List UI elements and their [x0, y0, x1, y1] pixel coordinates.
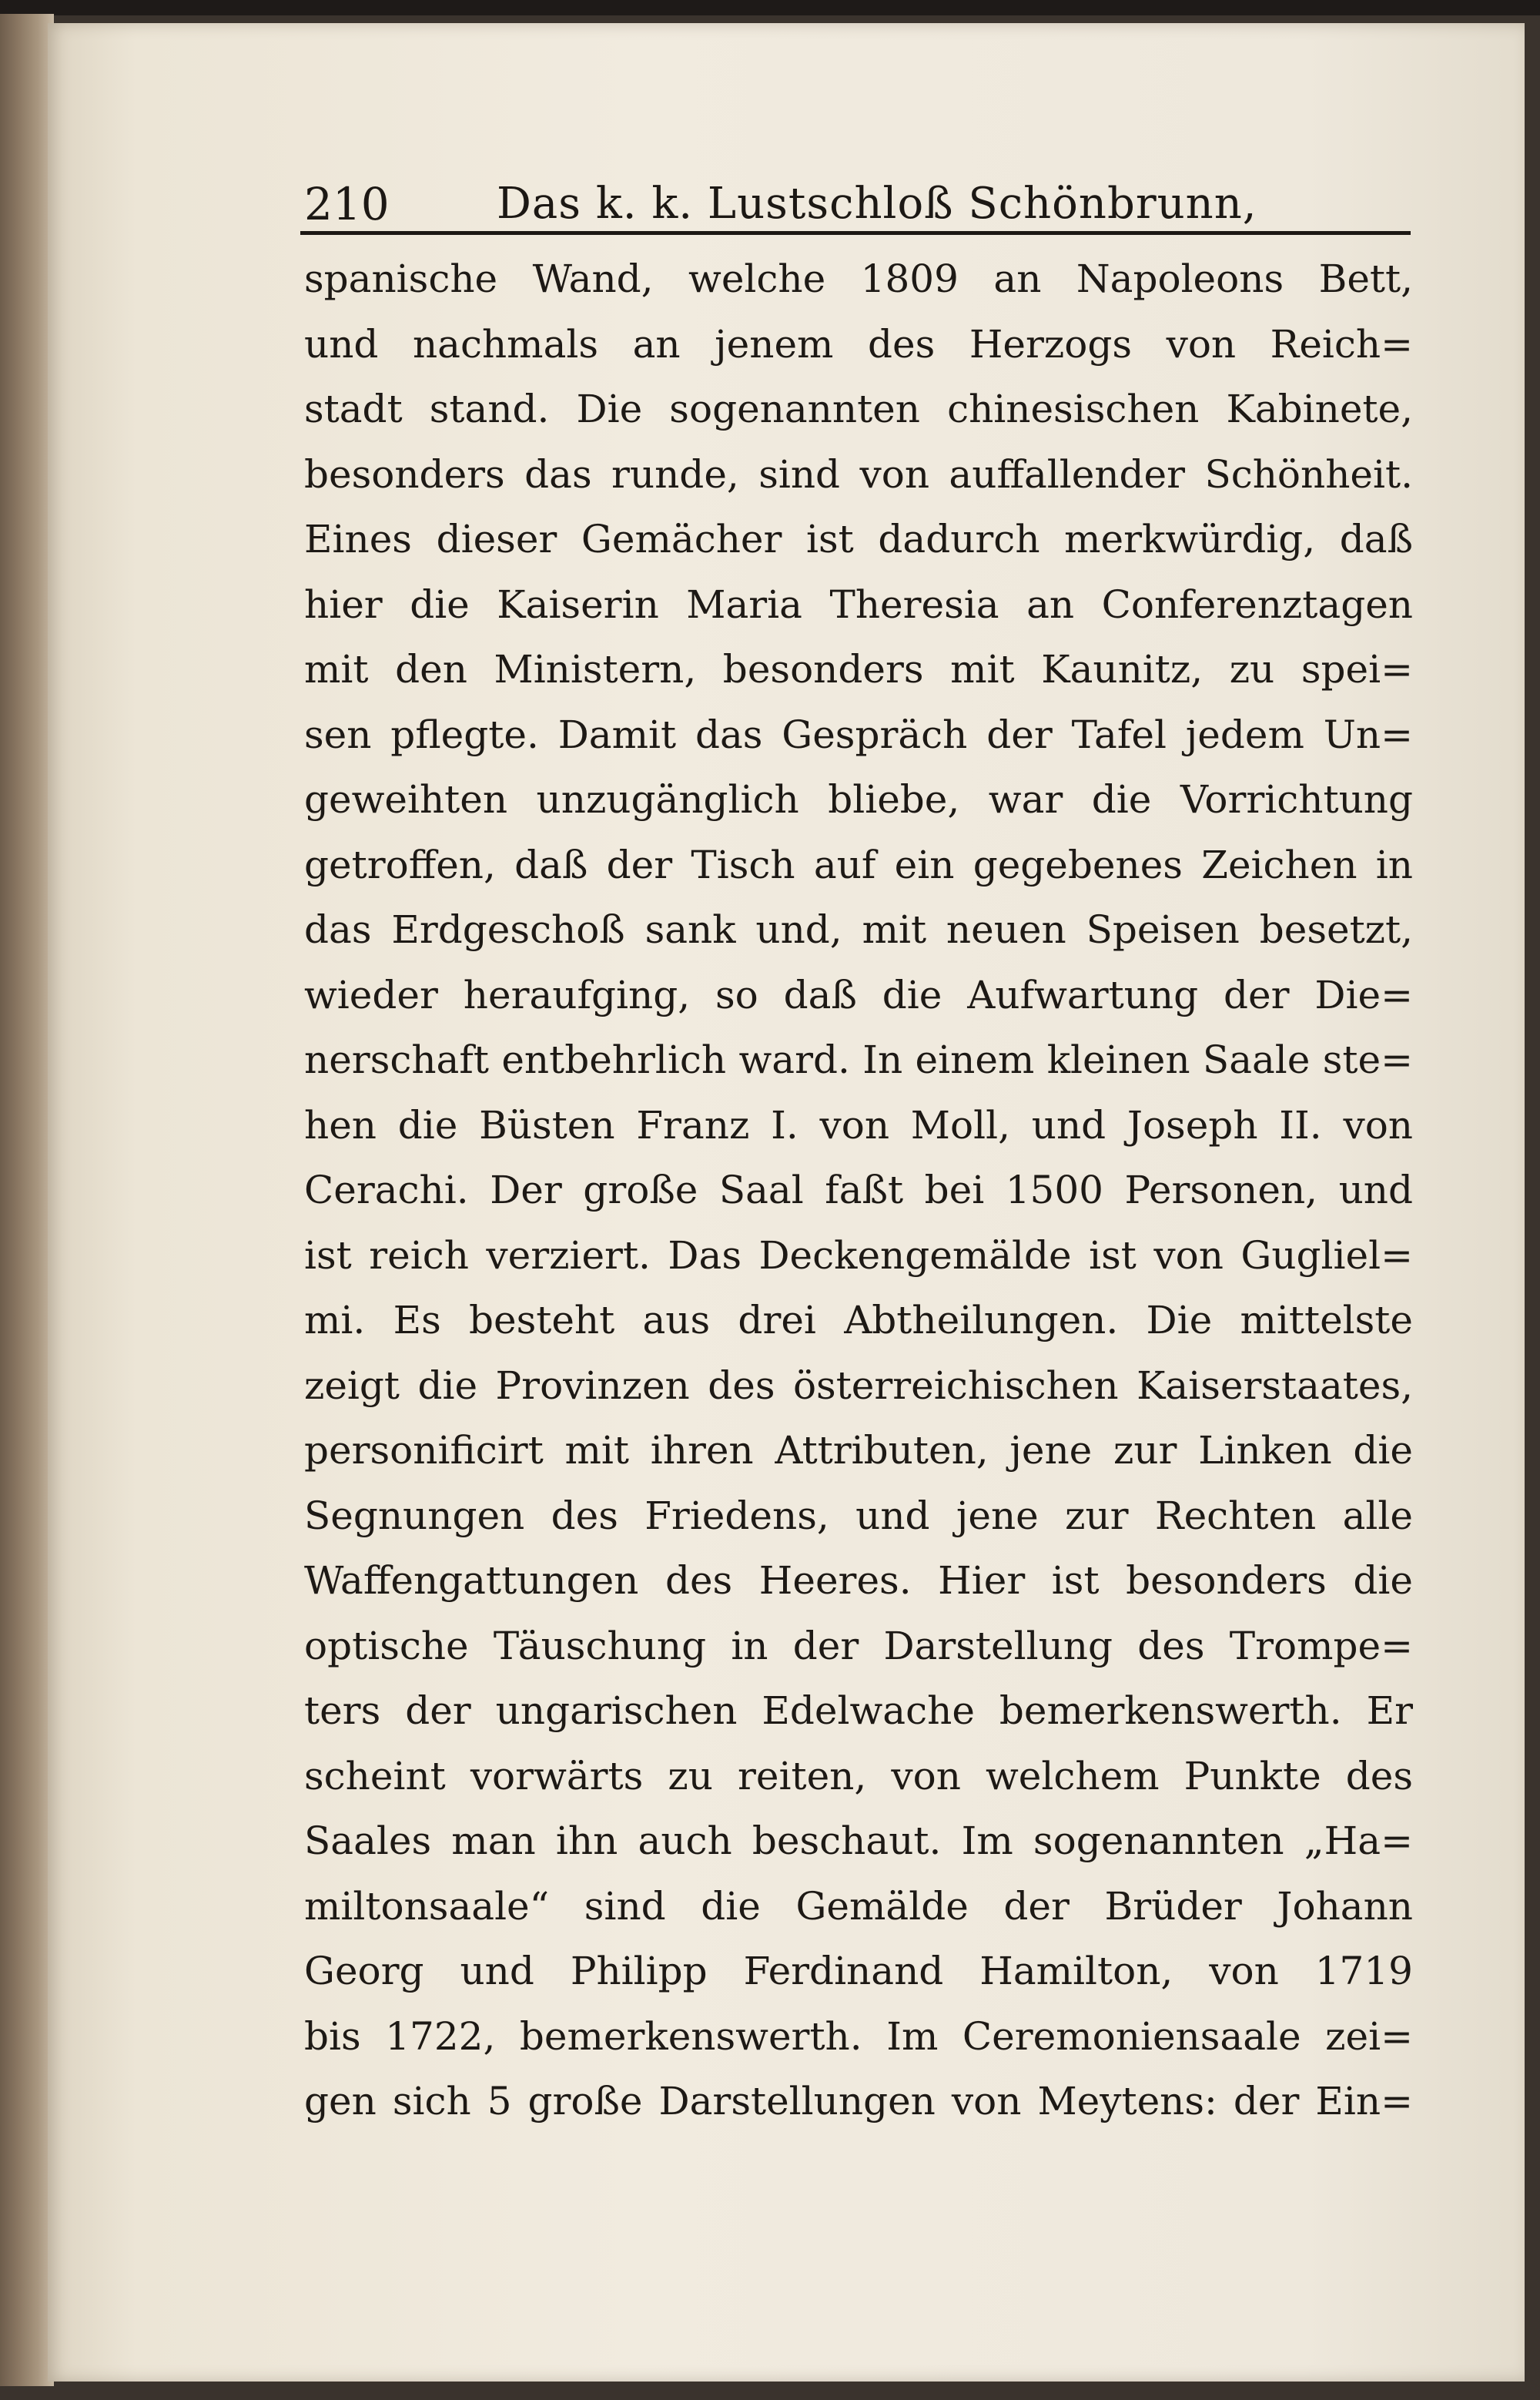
- text-line: Waffengattungen des Heeres. Hier ist besonders die: [304, 1558, 1413, 1603]
- text-line: personificirt mit ihren Attributen, jene zur Linken die: [304, 1428, 1413, 1473]
- text-line: stadt stand. Die sogenannten chinesischen Kabinete,: [304, 387, 1413, 431]
- page-number: 210: [304, 178, 390, 230]
- text-line: mit den Ministern, besonders mit Kaunitz, zu spei=: [304, 647, 1413, 692]
- book-spine-edge: [0, 14, 54, 2386]
- text-line: gen sich 5 große Darstellungen von Meytens: der Ein=: [304, 2079, 1413, 2123]
- text-line: geweihten unzugänglich bliebe, war die Vorrichtung: [304, 777, 1413, 822]
- text-line: Saales man ihn auch beschaut. Im sogenannten „Ha=: [304, 1818, 1413, 1863]
- text-line: hier die Kaiserin Maria Theresia an Conferenztagen: [304, 582, 1413, 627]
- text-line: mi. Es besteht aus drei Abtheilungen. Die mittelste: [304, 1298, 1413, 1342]
- text-line: nerschaft entbehrlich ward. In einem kleinen Saale ste=: [304, 1037, 1413, 1082]
- text-line: hen die Büsten Franz I. von Moll, und Joseph II. von: [304, 1102, 1413, 1148]
- text-line: das Erdgeschoß sank und, mit neuen Speisen besetzt,: [304, 907, 1413, 952]
- text-line: ters der ungarischen Edelwache bemerkenswerth. Er: [304, 1688, 1413, 1733]
- scan-top-border: [0, 0, 1540, 15]
- text-line: Cerachi. Der große Saal faßt bei 1500 Personen, und: [304, 1168, 1413, 1212]
- text-line: ist reich verziert. Das Deckengemälde ist von Gugliel=: [304, 1232, 1413, 1278]
- text-line: zeigt die Provinzen des österreichischen Kaiserstaates,: [304, 1363, 1413, 1408]
- text-line: miltonsaale“ sind die Gemälde der Brüder Johann: [304, 1883, 1413, 1929]
- running-title: Das k. k. Lustschloß Schönbrunn,: [497, 179, 1257, 229]
- text-line: getroffen, daß der Tisch auf ein gegebenes Zeichen in: [304, 842, 1413, 887]
- header-rule: [300, 231, 1411, 235]
- text-line: Georg und Philipp Ferdinand Hamilton, von 1719: [304, 1949, 1413, 1993]
- text-line: wieder heraufging, so daß die Aufwartung der Die=: [304, 972, 1413, 1017]
- text-line: besonders das runde, sind von auffallender Schönheit.: [304, 451, 1413, 497]
- text-line: spanische Wand, welche 1809 an Napoleons Bett,: [304, 256, 1413, 301]
- text-line: sen pflegte. Damit das Gespräch der Tafel jedem Un=: [304, 712, 1413, 757]
- text-line: scheint vorwärts zu reiten, von welchem Punkte des: [304, 1753, 1413, 1798]
- text-line: und nachmals an jenem des Herzogs von Reich=: [304, 321, 1413, 367]
- running-header: [304, 177, 1413, 231]
- body-text: [304, 246, 1413, 2134]
- text-line: bis 1722, bemerkenswerth. Im Ceremoniensaale zei=: [304, 2013, 1413, 2059]
- text-line: Segnungen des Friedens, und jene zur Rechten alle: [304, 1493, 1413, 1538]
- text-line: optische Täuschung in der Darstellung des Trompe=: [304, 1623, 1413, 1668]
- text-line: Eines dieser Gemächer ist dadurch merkwürdig, daß: [304, 517, 1413, 561]
